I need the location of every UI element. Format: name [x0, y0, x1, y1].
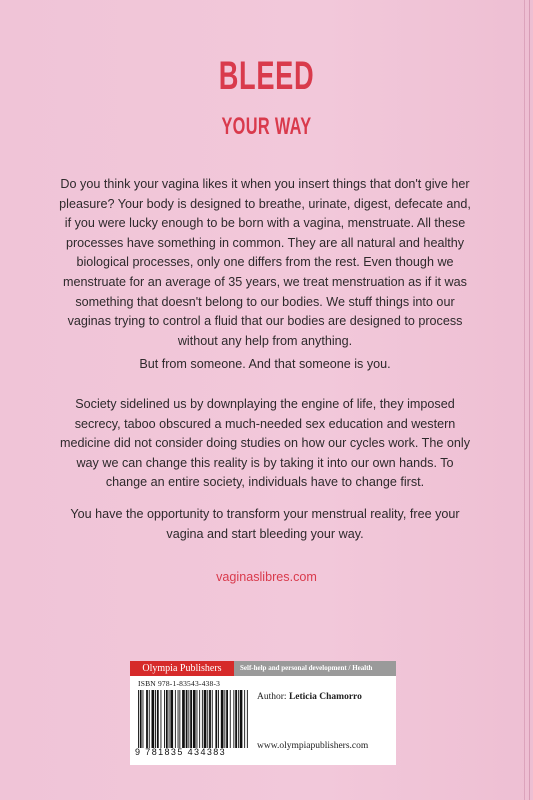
- blurb-paragraph-3: Society sidelined us by downplaying the engine of life, they imposed secrecy, taboo obscured a much-needed sex education and western medicine did not consider doing studies on how our cycles work. The only way we can change this reality is by taking it into our own hands. To change an entire society, individuals have to change first.: [60, 397, 470, 490]
- blurb-paragraph-4: You have the opportunity to transform your menstrual reality, free your vagina and start bleeding your way.: [70, 507, 460, 541]
- barcode-panel: [130, 661, 396, 765]
- spine-edge: [529, 0, 530, 800]
- spine-edge: [524, 0, 525, 800]
- publisher-bar: [130, 661, 396, 676]
- title-line-1: BLEED: [218, 54, 315, 98]
- isbn-text: ISBN 978-1-83543-438-3: [138, 679, 221, 688]
- publisher-name: Olympia Publishers: [130, 661, 234, 676]
- author-line: [257, 692, 362, 702]
- barcode-icon: [138, 690, 248, 748]
- publisher-url[interactable]: www.olympiapublishers.com: [257, 741, 369, 751]
- blurb-paragraph-2: But from someone. And that someone is you.: [139, 357, 391, 371]
- publisher-category: Self-help and personal development / Health: [240, 664, 373, 672]
- website-link[interactable]: vaginaslibres.com: [216, 570, 317, 584]
- author-label: Author:: [257, 692, 287, 702]
- blurb-paragraph-1: Do you think your vagina likes it when you insert things that don't give her pleasure? Your body is designed to breathe, urinate, digest, defecate and, if you were lucky enough to be born with a vagina, menstruate. All these processes have something in common. They are all natural and healthy biological processes, only one differs from the rest. Even though we menstruate for an average of 35 years, we treat menstruation as if it was something that doesn't belong to our bodies. We stuff things into our vaginas trying to control a fluid that our bodies are designed to process without any help from anything.: [59, 177, 471, 348]
- barcode-number: 9 781835 434383: [135, 747, 227, 757]
- title-line-2: YOUR WAY: [221, 113, 312, 140]
- author-name: Leticia Chamorro: [288, 692, 362, 702]
